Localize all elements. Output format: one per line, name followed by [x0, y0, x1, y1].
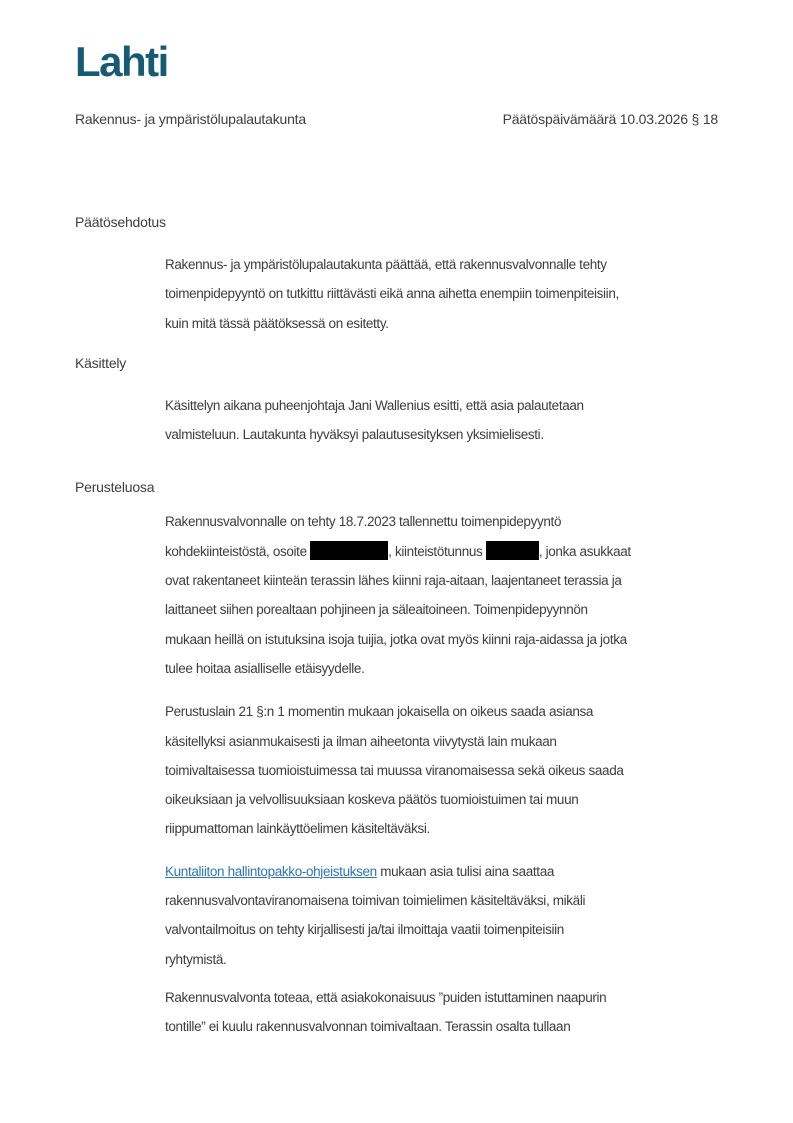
lahti-logo: Lahti [75, 38, 168, 85]
text-line: mukaan heillä on istutuksina isoja tuijia, jotka ovat myös kiinni raja-aidassa ja jotka [165, 631, 627, 647]
text-line: riippumattoman lainkäyttöelimen käsiteltäväksi. [165, 821, 430, 837]
text-line: rakennusvalvontaviranomaisena toimivan toimielimen käsiteltäväksi, mikäli [165, 893, 586, 909]
text-line: ovat rakentaneet kiinteän terassin lähes kiinni raja-aitaan, laajentaneet terassia ja [165, 573, 622, 589]
paragraph-toimenpidepyynto [165, 507, 718, 683]
text-line: laittaneet siihen porealtaan pohjineen ja säleaitoineen. Toimenpidepyynnön [165, 602, 588, 618]
text-line: kuin mitä tässä päätöksessä on esitetty. [165, 315, 389, 331]
text-line: toimivaltaisessa tuomioistuimessa tai muussa viranomaisessa sekä oikeus saada [165, 762, 624, 778]
text-run: , jonka asukkaat [538, 543, 631, 559]
text-line: valvontailmoitus on tehty kirjallisesti ja/tai ilmoittaja vaatii toimenpiteisiin [165, 922, 564, 938]
text-line: Rakennus- ja ympäristölupalautakunta päättää, että rakennusvalvonnalle tehty [165, 257, 607, 272]
text-line: tontille” ei kuulu rakennusvalvonnan toimivaltaan. Terassin osalta tullaan [165, 1019, 571, 1035]
redacted-address [310, 541, 388, 560]
text-run: mukaan asia tulisi aina saattaa [376, 863, 555, 879]
text-line: oikeuksiaan ja velvollisuuksiaan koskeva päätös tuomioistuimen tai muun [165, 792, 579, 808]
text-line: Rakennusvalvonta toteaa, että asiakokonaisuus ”puiden istuttaminen naapurin [165, 989, 607, 1005]
paragraph-rakennusvalvonta-toteaa [165, 983, 718, 1042]
text-line-with-link [165, 857, 718, 886]
text-line: tulee hoitaa asialliselle etäisyydelle. [165, 660, 365, 676]
section-heading-paatosehdotus: Päätösehdotus [75, 214, 166, 230]
committee-name: Rakennus- ja ympäristölupalautakunta [75, 111, 306, 127]
paragraph-kuntaliitto [165, 857, 718, 974]
document-header [75, 110, 718, 128]
text-line: käsitellyksi asianmukaisesti ja ilman aiheetonta viivytystä lain mukaan [165, 733, 557, 749]
section-heading-kasittely: Käsittely [75, 354, 127, 371]
section-heading-perusteluosa: Perusteluosa [75, 479, 155, 496]
text-line-with-redactions [165, 537, 718, 566]
decision-date: Päätöspäivämäärä 10.03.2026 § 18 [502, 111, 718, 127]
text-line: valmisteluun. Lautakunta hyväksyi palautusesityksen yksimielisesti. [165, 427, 544, 443]
text-line: Perustuslain 21 §:n 1 momentin mukaan jokaisella on oikeus saada asiansa [165, 704, 594, 720]
text-line: Rakennusvalvonnalle on tehty 18.7.2023 tallennettu toimenpidepyyntö [165, 514, 562, 530]
kuntaliitto-hallintopakko-link[interactable]: Kuntaliiton hallintopakko-ohjeistuksen [165, 863, 377, 879]
paragraph-paatosehdotus [165, 250, 718, 338]
text-run: , kiinteistötunnus [388, 543, 486, 559]
text-run: kohdekiinteistöstä, osoite [165, 543, 311, 559]
text-line: toimenpidepyyntö on tutkittu riittävästi eikä anna aihetta enempiin toimenpiteisiin, [165, 286, 619, 302]
redacted-property-id [486, 541, 539, 560]
paragraph-kasittely [165, 391, 718, 450]
paragraph-perustuslaki [165, 697, 718, 843]
text-line: ryhtymistä. [165, 951, 227, 967]
text-line: Käsittelyn aikana puheenjohtaja Jani Wallenius esitti, että asia palautetaan [165, 397, 584, 413]
